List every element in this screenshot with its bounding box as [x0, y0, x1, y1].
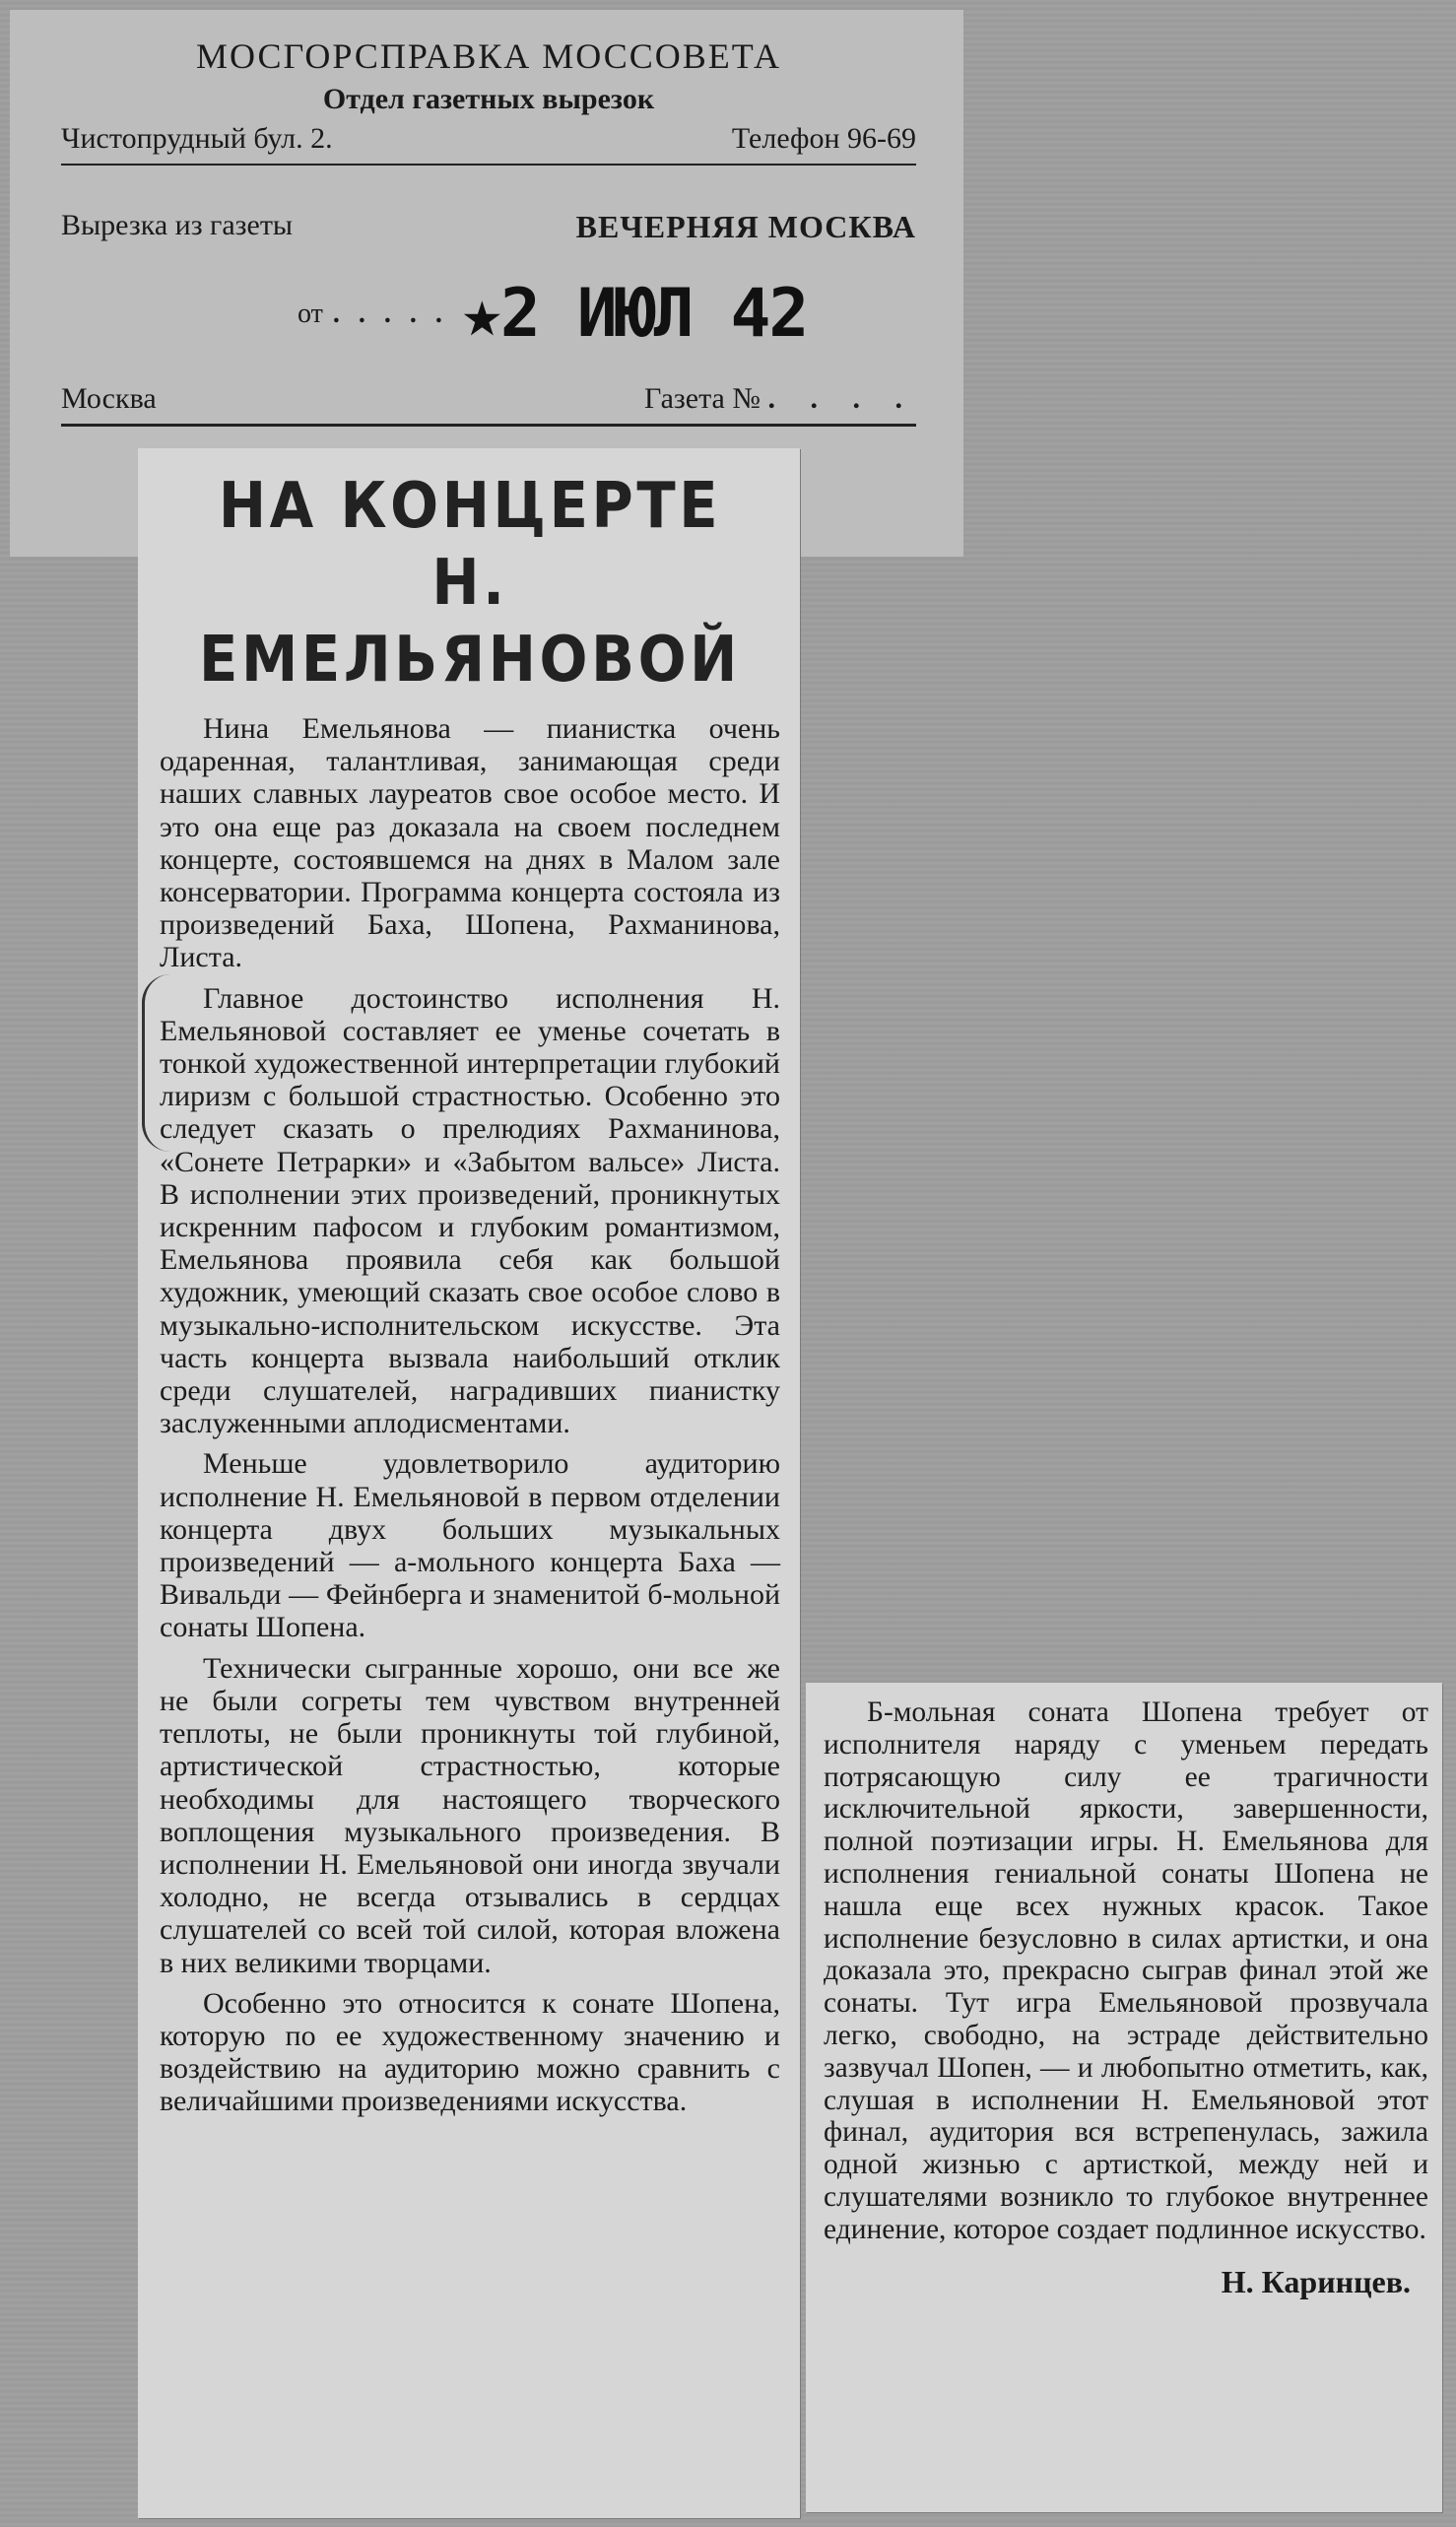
- headline-line-2: Н. ЕМЕЛЬЯНОВОЙ: [199, 547, 741, 697]
- article-paragraph: Б-мольная соната Шопена требует от исполнителя наряду с уменьем передать потрясающую силу ее трагичности исключительной яркости, завершенности, полной поэтизации игры. Н. Емельянова для исполнения гениальной сонаты Шопена не нашла еще всех нужных красок. Такое исполнение безусловно в силах артистки, и она доказала это, прекрасно сыграв финал этой же сонаты. Тут игра Емельяновой прозвучала легко, свободно, на эстраде действительно зазвучал Шопен, — и любопытно отметить, как, слушая в исполнении Н. Емельяновой этот финал, аудитория вся встрепенулась, зажила одной жизнью с артисткой, между ней и слушателями возникло то глубокое внутреннее единение, которое создает подлинное искусство.: [824, 1696, 1428, 2245]
- label-city-row: [61, 382, 916, 427]
- article-column-1: [138, 448, 800, 2518]
- author-signature: Н. Каринцев.: [1221, 2263, 1411, 2299]
- label-address: Чистопрудный бул. 2.: [61, 122, 333, 155]
- article-paragraph: Особенно это относится к сонате Шопена, которую по ее художественному значению и воздействию на аудиторию можно сравнить с величайшими произведениями искусства.: [160, 1986, 780, 2118]
- label-issue-dots: . . . .: [767, 382, 916, 415]
- label-organization: МОСГОРСПРАВКА МОССОВЕТА: [196, 36, 781, 76]
- label-issue-text: Газета №: [644, 382, 761, 415]
- label-date-row: [61, 275, 916, 353]
- date-stamp: ★2 ИЮЛ 42: [461, 275, 808, 353]
- label-city: Москва: [61, 382, 157, 415]
- label-date-dots: . . . . .: [332, 298, 448, 329]
- label-clipping-from: Вырезка из газеты: [61, 209, 294, 241]
- label-newspaper-name: ВЕЧЕРНЯЯ МОСКВА: [575, 209, 916, 244]
- article-paragraph: Нина Емельянова — пианистка очень одаренная, талантливая, занимающая среди наших славных лауреатов свое особое место. И это она еще раз доказала на своем последнем концерте, состоявшемся на днях в Малом зале консерватории. Программа концерта состояла из произведений Баха, Шопена, Рахманинова, Листа.: [160, 712, 780, 974]
- label-address-row: [61, 122, 916, 166]
- article-column-2: [806, 1683, 1442, 2512]
- label-phone: Телефон 96-69: [731, 122, 916, 155]
- article-paragraph: Технически сыгранные хорошо, они все же не были согреты тем чувством внутренней теплоты, не были проникнуты той глубиной, артистической страстностью, которые необходимы для настоящего творческого воплощения музыкального произведения. В исполнении Н. Емельяновой они иногда звучали холодно, не всегда отзывались в сердцах слушателей со всей той силой, которая вложена в них великими творцами.: [160, 1651, 780, 1979]
- label-date-prefix: от: [298, 298, 323, 329]
- pencil-bracket-mark: [142, 974, 170, 1152]
- label-source-row: [61, 209, 916, 245]
- headline-line-1: НА КОНЦЕРТЕ: [218, 470, 722, 543]
- label-department: Отдел газетных вырезок: [322, 83, 655, 115]
- article-paragraph: Главное достоинство исполнения Н. Емельяновой составляет ее уменье сочетать в тонкой художественной интерпретации глубокий лиризм с большой страстностью. Особенно это следует сказать о прелюдиях Рахманинова, «Сонете Петрарки» и «Забытом вальсе» Листа. В исполнении этих произведений, проникнутых искренним пафосом и глубоким романтизмом, Емельянова проявила себя как большой художник, умеющий сказать свое особое слово в музыкально-исполнительском искусстве. Эта часть концерта вызвала наибольший отклик среди слушателей, наградивших пианистку заслуженными аплодисментами.: [160, 981, 780, 1440]
- article-paragraph: Меньше удовлетворило аудиторию исполнение Н. Емельяновой в первом отделении концерта двух больших музыкальных произведений — а-мольного концерта Баха — Вивальди — Фейнберга и знаменитой б-мольной сонаты Шопена.: [160, 1447, 780, 1644]
- label-issue: [644, 382, 916, 416]
- article-headline: [191, 468, 750, 698]
